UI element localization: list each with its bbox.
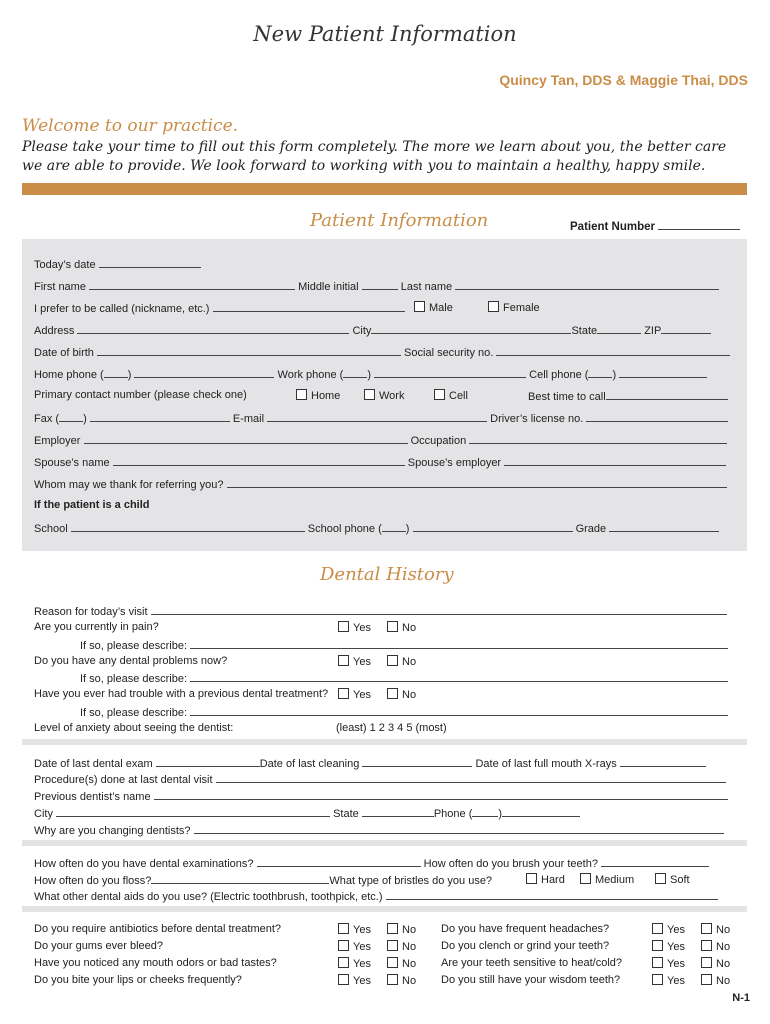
wisdom-yes-checkbox[interactable]: Yes (652, 974, 685, 988)
last-visit-row[interactable]: Date of last dental exam Date of last cleaning Date of last full mouth X-rays (34, 756, 706, 771)
checkbox-icon[interactable] (387, 923, 398, 934)
page-title: New Patient Information (253, 22, 517, 46)
checkbox-icon[interactable] (338, 957, 349, 968)
exams-brush-row[interactable]: How often do you have dental examinations? How often do you brush your teeth? (34, 856, 709, 871)
best-time-field[interactable]: Best time to call (528, 389, 728, 404)
procedures-field[interactable]: Procedure(s) done at last dental visit (34, 772, 726, 787)
checkbox-icon[interactable] (414, 301, 425, 312)
bite-yes-checkbox[interactable]: Yes (338, 974, 371, 988)
checkbox-icon[interactable] (701, 940, 712, 951)
checkbox-icon[interactable] (387, 655, 398, 666)
checkbox-icon[interactable] (652, 940, 663, 951)
checkbox-icon[interactable] (387, 621, 398, 632)
antibiotics-no-checkbox[interactable]: No (387, 923, 416, 937)
fax-email-row[interactable]: Fax ( ) E-mail Driver’s license no. (34, 411, 728, 426)
problems-label: Do you have any dental problems now? (34, 655, 228, 667)
clench-label: Do you clench or grind your teeth? (441, 940, 610, 952)
patient-number-field[interactable]: Patient Number (570, 219, 740, 233)
trouble-yes-checkbox[interactable]: Yes (338, 688, 371, 702)
pain-no-checkbox[interactable]: No (387, 621, 416, 635)
anxiety-label: Level of anxiety about seeing the dentist: (34, 722, 234, 734)
checkbox-icon[interactable] (338, 940, 349, 951)
checkbox-icon[interactable] (655, 873, 666, 884)
clench-no-checkbox[interactable]: No (701, 940, 730, 954)
employer-row[interactable]: Employer Occupation (34, 433, 727, 448)
checkbox-icon[interactable] (338, 974, 349, 985)
bristle-medium-checkbox[interactable]: Medium (580, 873, 634, 887)
practice-doctors: Quincy Tan, DDS & Maggie Thai, DDS (499, 72, 748, 88)
checkbox-icon[interactable] (338, 923, 349, 934)
female-checkbox[interactable]: Female (488, 301, 540, 315)
checkbox-icon[interactable] (338, 621, 349, 632)
dentist-location-row[interactable]: City State Phone ( ) (34, 806, 580, 821)
checkbox-icon[interactable] (488, 301, 499, 312)
clench-yes-checkbox[interactable]: Yes (652, 940, 685, 954)
checkbox-icon[interactable] (434, 389, 445, 400)
sensitive-label: Are your teeth sensitive to heat/cold? (441, 957, 622, 969)
prev-dentist-field[interactable]: Previous dentist’s name (34, 789, 728, 804)
trouble-label: Have you ever had trouble with a previous dental treatment? (34, 688, 329, 700)
header-divider-bar (22, 183, 747, 195)
checkbox-icon[interactable] (701, 957, 712, 968)
checkbox-icon[interactable] (296, 389, 307, 400)
odors-label: Have you noticed any mouth odors or bad tastes? (34, 957, 277, 969)
patient-section-title: Patient Information (310, 210, 489, 231)
trouble-no-checkbox[interactable]: No (387, 688, 416, 702)
pain-label: Are you currently in pain? (34, 621, 159, 633)
page-number: N-1 (732, 992, 750, 1004)
problems-describe-field[interactable]: If so, please describe: (80, 671, 728, 686)
sensitive-no-checkbox[interactable]: No (701, 957, 730, 971)
school-row[interactable]: School School phone ( ) Grade (34, 521, 719, 536)
contact-work-checkbox[interactable]: Work (364, 389, 404, 403)
nickname-field[interactable]: I prefer to be called (nickname, etc.) (34, 301, 405, 316)
headaches-yes-checkbox[interactable]: Yes (652, 923, 685, 937)
gums-no-checkbox[interactable]: No (387, 940, 416, 954)
bristle-hard-checkbox[interactable]: Hard (526, 873, 565, 887)
checkbox-icon[interactable] (701, 923, 712, 934)
gums-label: Do your gums ever bleed? (34, 940, 164, 952)
section-separator (22, 840, 747, 846)
bite-label: Do you bite your lips or cheeks frequently? (34, 974, 242, 986)
wisdom-label: Do you still have your wisdom teeth? (441, 974, 621, 986)
checkbox-icon[interactable] (338, 655, 349, 666)
reason-field[interactable]: Reason for today’s visit (34, 604, 727, 619)
bristle-soft-checkbox[interactable]: Soft (655, 873, 690, 887)
checkbox-icon[interactable] (526, 873, 537, 884)
dob-ssn-row[interactable]: Date of birth Social security no. (34, 345, 730, 360)
male-checkbox[interactable]: Male (414, 301, 453, 315)
trouble-describe-field[interactable]: If so, please describe: (80, 705, 728, 720)
name-row[interactable]: First name Middle initial Last name (34, 279, 719, 294)
phone-row[interactable]: Home phone ( ) Work phone ( ) Cell phone ( ) (34, 367, 707, 382)
problems-yes-checkbox[interactable]: Yes (338, 655, 371, 669)
checkbox-icon[interactable] (364, 389, 375, 400)
why-changing-field[interactable]: Why are you changing dentists? (34, 823, 724, 838)
checkbox-icon[interactable] (387, 974, 398, 985)
antibiotics-label: Do you require antibiotics before dental treatment? (34, 923, 282, 935)
gums-yes-checkbox[interactable]: Yes (338, 940, 371, 954)
section-separator (22, 906, 747, 912)
floss-bristles-row[interactable]: How often do you floss? What type of bristles do you use? (34, 875, 493, 887)
checkbox-icon[interactable] (652, 923, 663, 934)
child-heading: If the patient is a child (34, 499, 150, 511)
contact-cell-checkbox[interactable]: Cell (434, 389, 468, 403)
spouse-row[interactable]: Spouse’s name Spouse’s employer (34, 455, 726, 470)
checkbox-icon[interactable] (652, 957, 663, 968)
wisdom-no-checkbox[interactable]: No (701, 974, 730, 988)
checkbox-icon[interactable] (387, 957, 398, 968)
anxiety-scale[interactable]: (least) 1 2 3 4 5 (most) (336, 722, 447, 734)
problems-no-checkbox[interactable]: No (387, 655, 416, 669)
headaches-label: Do you have frequent headaches? (441, 923, 610, 935)
todays-date-field[interactable]: Today’s date (34, 257, 201, 272)
pain-yes-checkbox[interactable]: Yes (338, 621, 371, 635)
checkbox-icon[interactable] (701, 974, 712, 985)
primary-contact-label: Primary contact number (please check one) (34, 389, 247, 401)
checkbox-icon[interactable] (652, 974, 663, 985)
section-separator (22, 739, 747, 745)
welcome-heading: Welcome to our practice. (22, 116, 239, 136)
odors-no-checkbox[interactable]: No (387, 957, 416, 971)
contact-home-checkbox[interactable]: Home (296, 389, 340, 403)
referral-field[interactable]: Whom may we thank for referring you? (34, 477, 727, 492)
checkbox-icon[interactable] (580, 873, 591, 884)
bite-no-checkbox[interactable]: No (387, 974, 416, 988)
antibiotics-yes-checkbox[interactable]: Yes (338, 923, 371, 937)
dental-section-title: Dental History (320, 564, 454, 585)
checkbox-icon[interactable] (387, 940, 398, 951)
dental-aids-field[interactable]: What other dental aids do you use? (Electric toothbrush, toothpick, etc.) (34, 889, 718, 904)
address-row[interactable]: Address City State ZIP (34, 323, 711, 338)
headaches-no-checkbox[interactable]: No (701, 923, 730, 937)
checkbox-icon[interactable] (387, 688, 398, 699)
sensitive-yes-checkbox[interactable]: Yes (652, 957, 685, 971)
checkbox-icon[interactable] (338, 688, 349, 699)
intro-text: Please take your time to fill out this form completely. The more we learn about you, the better care we are able to provide. We look forward to working with you to maintain a healthy, happy smile. (22, 139, 727, 174)
pain-describe-field[interactable]: If so, please describe: (80, 638, 728, 653)
odors-yes-checkbox[interactable]: Yes (338, 957, 371, 971)
